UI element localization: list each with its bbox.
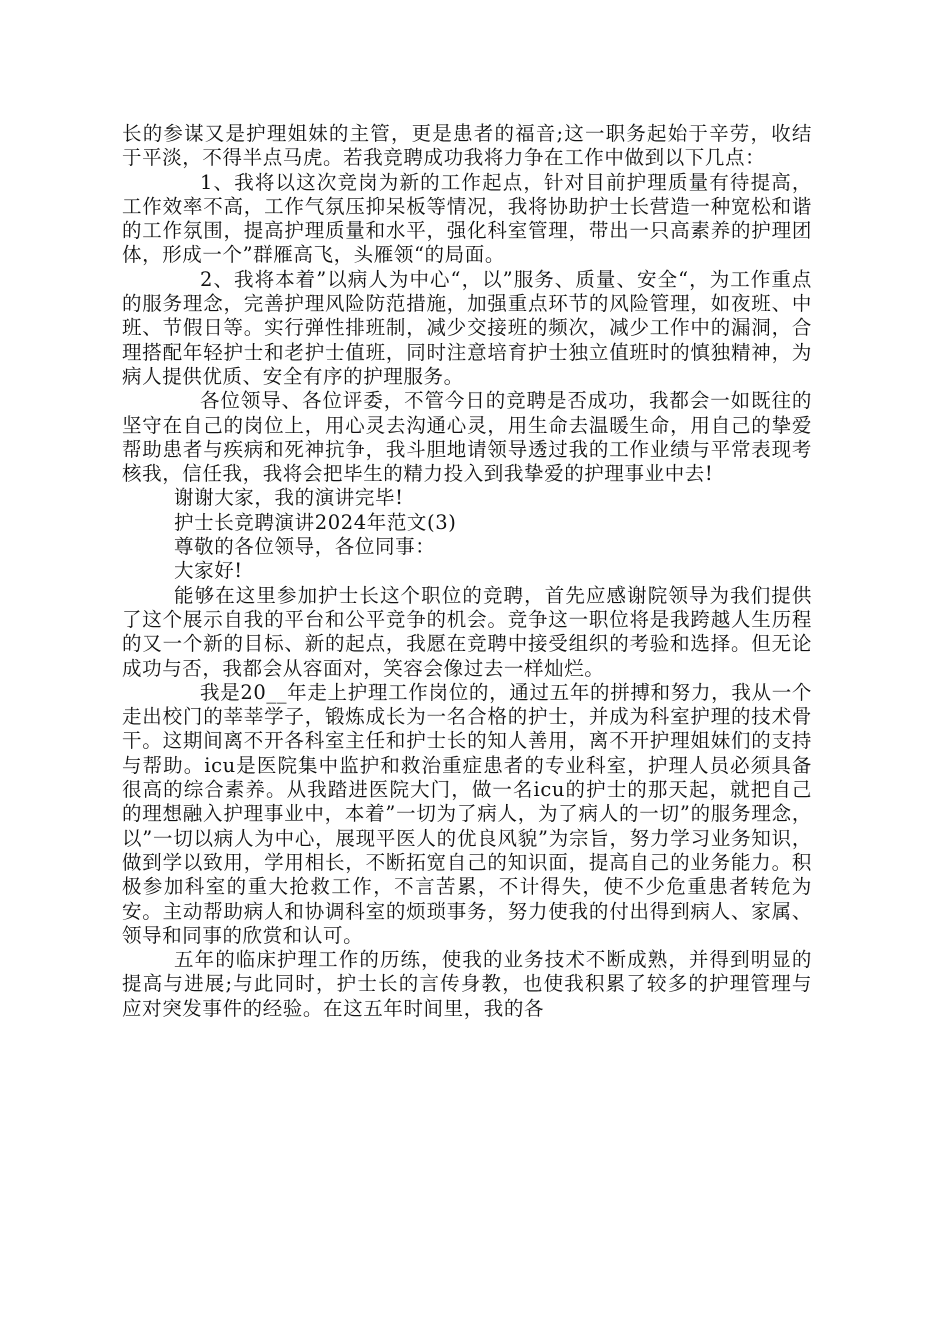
salutation: 尊敬的各位领导，各位同事：	[174, 535, 436, 559]
paragraph-thanks: 谢谢大家，我的演讲完毕!	[174, 486, 404, 510]
section-title: 护士长竞聘演讲2024年范文(3)	[174, 510, 457, 534]
paragraph-point-1: 1、我将以这次竞岗为新的工作起点，针对目前护理质量有待提高，工作效率不高，工作气氛压抑呆板等情况，我将协助护士长营造一种宽松和谐的工作氛围，提高护理质量和水平，强化科室管理，带出一只高素养的护理团体，形成一个”群雁高飞，头雁领“的局面。	[122, 170, 812, 267]
paragraph-point-2: 2、我将本着”以病人为中心“，以”服务、质量、安全“，为工作重点的服务理念，完善护理风险防范措施，加强重点环节的风险管理，如夜班、中班、节假日等。实行弹性排班制，减少交接班的频次，减少工作中的漏洞，合理搭配年轻护士和老护士值班，同时注意培育护士独立值班时的慎独精神，为病人提供优质、安全有序的护理服务。	[122, 267, 812, 388]
paragraph-continuation: 长的参谋又是护理姐妹的主管，更是患者的福音;这一职务起始于辛劳，收结于平淡，不得半点马虎。若我竞聘成功我将力争在工作中做到以下几点：	[122, 122, 812, 170]
paragraph-growth: 五年的临床护理工作的历练，使我的业务技术不断成熟，并得到明显的提高与进展;与此同时，护士长的言传身教，也使我积累了较多的护理管理与应对突发事件的经验。在这五年时间里，我的各	[122, 948, 812, 1020]
paragraph-experience: 我是20__年走上护理工作岗位的，通过五年的拼搏和努力，我从一个走出校门的莘莘学子，锻炼成长为一名合格的护士，并成为科室护理的技术骨干。这期间离不开各科室主任和护士长的知人善用，离不开护理姐妹们的支持与帮助。icu是医院集中监护和救治重症患者的专业科室，护理人员必须具备很高的综合素养。从我踏进医院大门，做一名icu的护士的那天起，就把自己的理想融入护理事业中，本着”一切为了病人，为了病人的一切”的服务理念，以”一切以病人为中心，展现平医人的优良风貌”为宗旨，努力学习业务知识，做到学以致用，学用相长，不断拓宽自己的知识面，提高自己的业务能力。积极参加科室的重大抢救工作，不言苦累，不计得失，使不少危重患者转危为安。主动帮助病人和协调科室的烦琐事务，努力使我的付出得到病人、家属、领导和同事的欣赏和认可。	[122, 680, 812, 947]
document-body	[122, 122, 812, 1021]
paragraph-closing-pledge: 各位领导、各位评委，不管今日的竞聘是否成功，我都会一如既往的坚守在自己的岗位上，用心灵去沟通心灵，用生命去温暖生命，用自己的挚爱帮助患者与疾病和死神抗争，我斗胆地请领导透过我的工作业绩与平常表现考核我，信任我，我将会把毕生的精力投入到我挚爱的护理事业中去!	[122, 389, 812, 486]
paragraph-intro: 能够在这里参加护士长这个职位的竞聘，首先应感谢院领导为我们提供了这个展示自我的平台和公平竞争的机会。竞争这一职位将是我跨越人生历程的又一个新的目标、新的起点，我愿在竞聘中接受组织的考验和选择。但无论成功与否，我都会从容面对，笑容会像过去一样灿烂。	[122, 583, 812, 680]
greeting: 大家好!	[174, 559, 243, 583]
